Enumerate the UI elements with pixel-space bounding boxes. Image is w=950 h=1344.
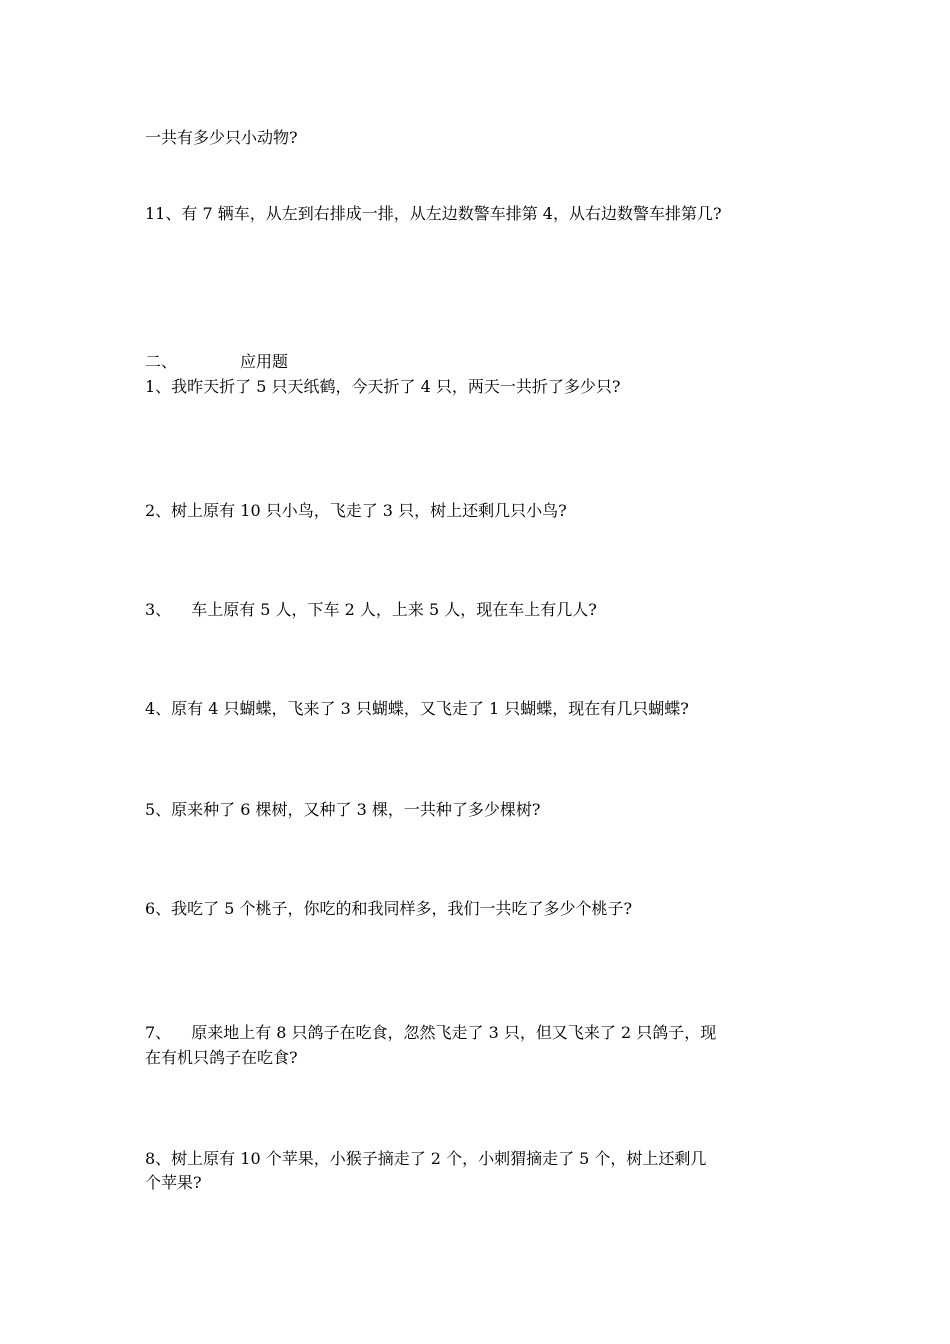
question-2: 2、树上原有 10 只小鸟，飞走了 3 只，树上还剩几只小鸟? xyxy=(145,501,567,520)
question-11: 11、有 7 辆车，从左到右排成一排，从左边数警车排第 4，从右边数警车排第几? xyxy=(145,204,722,223)
question-3 xyxy=(145,598,597,622)
question-7-line-2: 在有机只鸽子在吃食? xyxy=(145,1048,298,1067)
question-1: 1、我昨天折了 5 只天纸鹤，今天折了 4 只，两天一共折了多少只? xyxy=(145,377,621,396)
question-3-number: 3、 xyxy=(145,600,172,619)
question-3-text: 车上原有 5 人，下车 2 人，上来 5 人，现在车上有几人? xyxy=(191,600,597,619)
question-6: 6、我吃了 5 个桃子，你吃的和我同样多，我们一共吃了多少个桃子? xyxy=(145,899,633,918)
question-4: 4、原有 4 只蝴蝶，飞来了 3 只蝴蝶，又飞走了 1 只蝴蝶，现在有几只蝴蝶? xyxy=(145,699,689,718)
q10-continuation: 一共有多少只小动物? xyxy=(145,128,298,147)
question-8-line-1: 8、树上原有 10 个苹果，小猴子摘走了 2 个，小刺猬摘走了 5 个，树上还剩几 xyxy=(145,1149,707,1168)
section-number: 二、 xyxy=(145,352,178,371)
question-7-number: 7、 xyxy=(145,1023,172,1042)
question-8-line-2: 个苹果? xyxy=(145,1173,202,1192)
question-7-line-1 xyxy=(145,1021,716,1045)
section-title: 应用题 xyxy=(240,352,289,371)
question-7-text: 原来地上有 8 只鸽子在吃食，忽然飞走了 3 只，但又飞来了 2 只鸽子，现 xyxy=(191,1023,717,1042)
question-5: 5、原来种了 6 棵树，又种了 3 棵，一共种了多少棵树? xyxy=(145,800,541,819)
